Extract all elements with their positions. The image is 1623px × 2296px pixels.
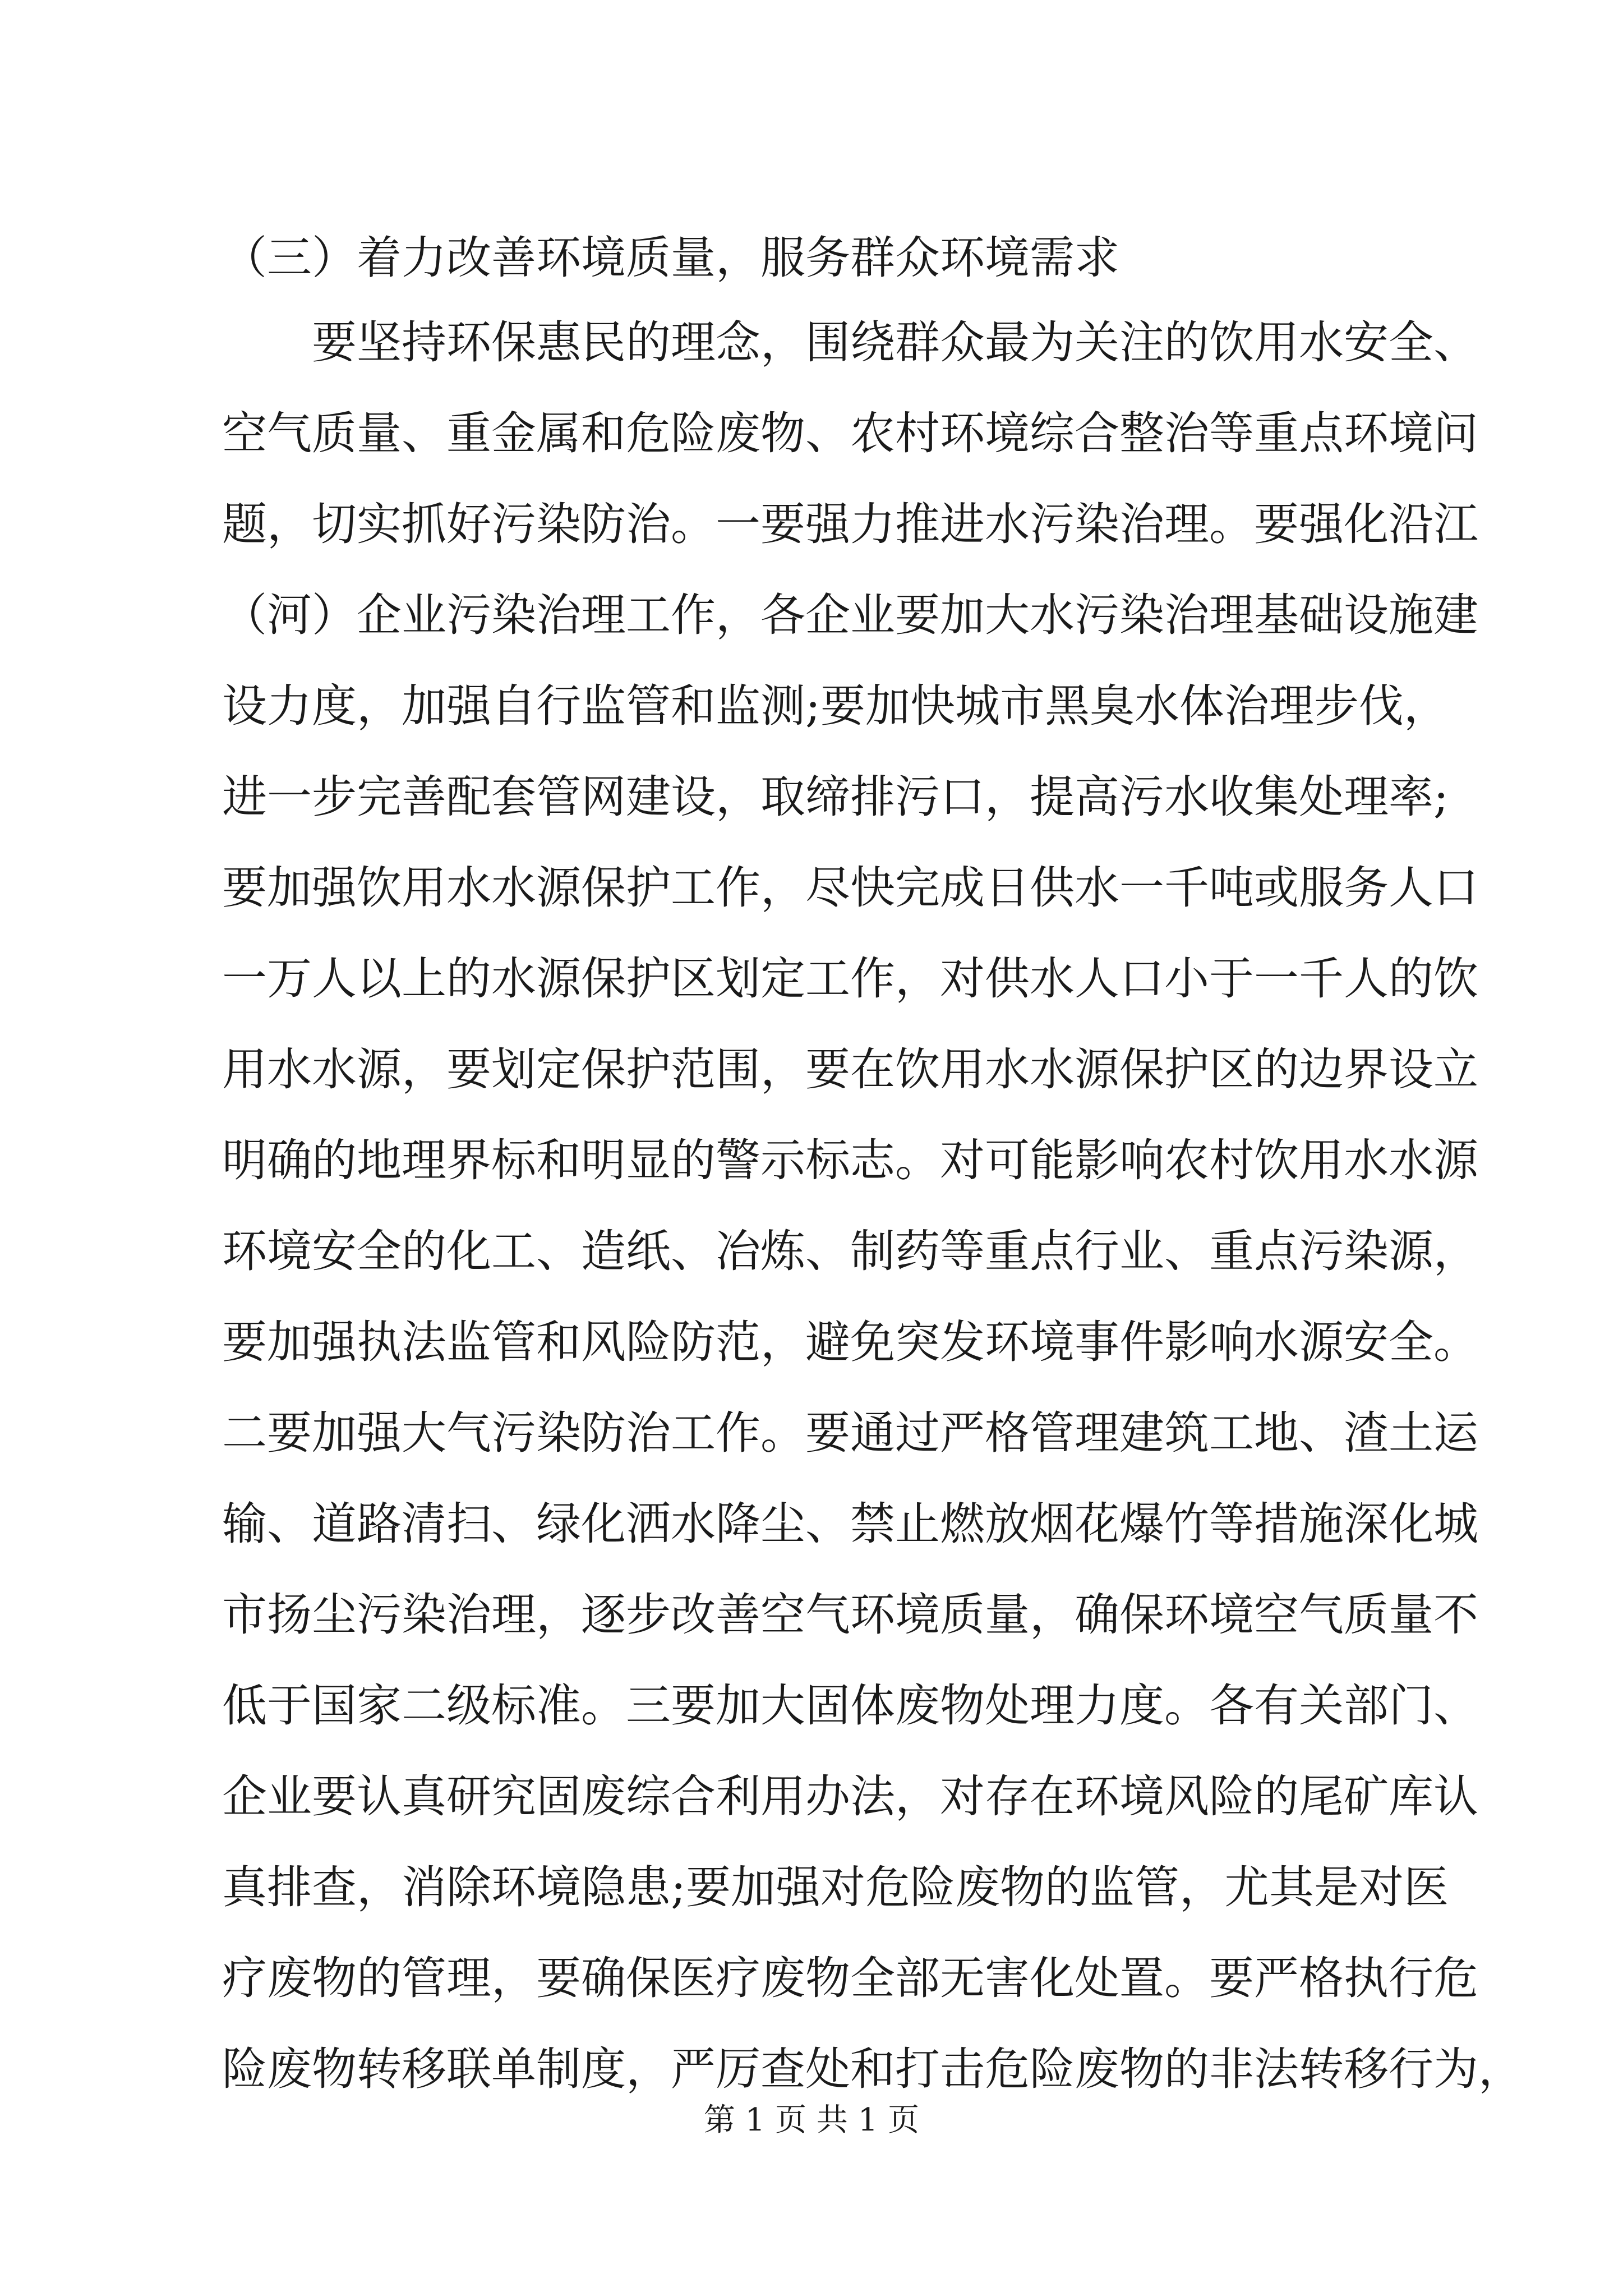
- text-line: 险废物转移联单制度，严厉查处和打击危险废物的非法转移行为，: [222, 2043, 1523, 2095]
- text-line: 市扬尘污染治理，逐步改善空气环境质量，确保环境空气质量不: [222, 1589, 1478, 1641]
- body-paragraph: [222, 297, 1523, 2115]
- text-line: 设力度，加强自行监管和监测;要加快城市黑臭水体治理步伐，: [222, 680, 1449, 732]
- text-line: 明确的地理界标和明显的警示标志。对可能影响农村饮用水水源: [222, 1134, 1478, 1186]
- text-line: 低于国家二级标准。三要加大固体废物处理力度。各有关部门、: [222, 1680, 1478, 1732]
- text-line: 空气质量、重金属和危险废物、农村环境综合整治等重点环境问: [222, 407, 1478, 459]
- text-line: 一万人以上的水源保护区划定工作，对供水人口小于一千人的饮: [222, 953, 1478, 1005]
- text-line: 二要加强大气污染防治工作。要通过严格管理建筑工地、渣土运: [222, 1407, 1478, 1459]
- text-line: 企业要认真研究固废综合利用办法，对存在环境风险的尾矿库认: [222, 1770, 1478, 1823]
- text-line: 环境安全的化工、造纸、冶炼、制药等重点行业、重点污染源，: [222, 1225, 1478, 1277]
- text-line: 要加强饮用水水源保护工作，尽快完成日供水一千吨或服务人口: [222, 862, 1478, 914]
- text-line: 题，切实抓好污染防治。一要强力推进水污染治理。要强化沿江: [222, 498, 1478, 550]
- text-line: 疗废物的管理，要确保医疗废物全部无害化处置。要严格执行危: [222, 1952, 1478, 2004]
- text-line: 进一步完善配套管网建设，取缔排污口，提高污水收集处理率;: [222, 771, 1449, 823]
- page-footer: 第 1 页 共 1 页: [703, 2102, 920, 2138]
- text-line: 要坚持环保惠民的理念，围绕群众最为关注的饮用水安全、: [312, 316, 1478, 369]
- text-line: （河）企业污染治理工作，各企业要加大水污染治理基础设施建: [222, 589, 1478, 641]
- text-line: 真排查，消除环境隐患;要加强对危险废物的监管，尤其是对医: [222, 1861, 1449, 1913]
- section-heading: （三）着力改善环境质量，服务群众环境需求: [222, 232, 1119, 284]
- text-line: 输、道路清扫、绿化洒水降尘、禁止燃放烟花爆竹等措施深化城: [222, 1498, 1478, 1550]
- text-line: 用水水源，要划定保护范围，要在饮用水水源保护区的边界设立: [222, 1043, 1478, 1096]
- text-line: 要加强执法监管和风险防范，避免突发环境事件影响水源安全。: [222, 1316, 1478, 1368]
